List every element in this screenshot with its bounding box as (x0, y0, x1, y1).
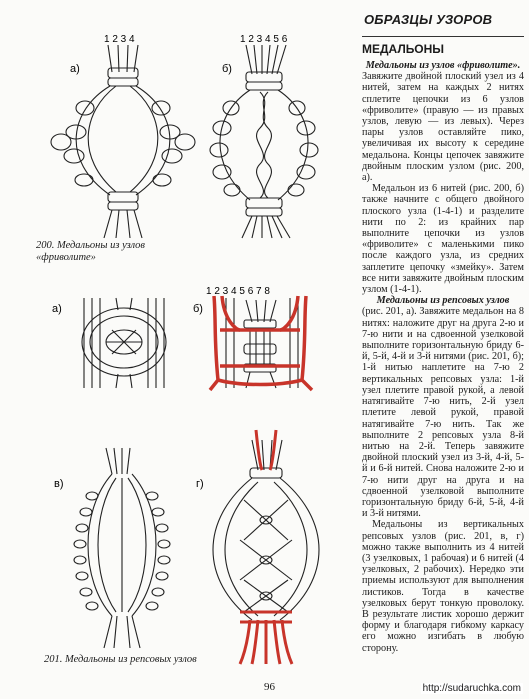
page-number: 96 (264, 681, 275, 693)
fig200a-numbers: 1 2 3 4 (104, 34, 135, 45)
fig201g-drawing (213, 440, 319, 620)
section-heading: МЕДАЛЬОНЫ (362, 42, 444, 56)
paragraph-3: (рис. 201, а). Завяжите медальон на 8 нитях: наложите друг на друга 2-ю и 7-ю нити и на сдвоенной узелковой выполните горизонтальную бриду 6-й, 5-й, 4-й и 3-й нитями (рис. 201, б); 1-й нитью наплетите на 7-ю 2 вертикальных репсовых узла: 1-й узел плетите правой рукой, а левой натягивайте 7-ю нить, 2-й узел плетите левой рукой, правой натягивайте 7-ю нить. Так же выполните 2 репсовых узла 8-й нитью на 2-й. Теперь завяжите двойной плоский узел из 3-й, 4-й, 5-й и 6-й нитей. Снова наложите 2-ю и 7-ю нити друг на друга и на сдвоенной узелковой выполните горизонтальную бриду 6-й, 5-й, 4-й и 3-й нитями. (362, 306, 524, 520)
fig201b-red-cords (210, 296, 312, 390)
title-rule (362, 36, 524, 37)
fig201v-label: в) (54, 478, 64, 490)
paragraph-1: Завяжите двойной плоский узел из 4 нитей, затем на каждых 2 нитях сплетите цепочки из 6 узлов «фриволите» (правую — из правых узлов, левую — из левых). Через пары узлов оставляйте пико, увеличивая их высоту к середине медальона. Концы цепочек завяжите двойным плоским узлом (рис. 200, а). (362, 71, 524, 184)
p1-lead: Медальоны из узлов «фриволите». (365, 60, 521, 71)
watermark: http://sudaruchka.com (422, 683, 521, 694)
fig201b-drawing (226, 298, 298, 388)
subheading-2: Медальоны из репсовых узлов (376, 295, 510, 307)
fig201-caption: 201. Медальоны из репсовых узлов (44, 654, 197, 665)
fig201g-label: г) (196, 478, 204, 490)
body-text (362, 60, 524, 654)
paragraph-2: Медальон из 6 нитей (рис. 200, б) также начните с общего двойного плоского узла (1-4-1) и разделите нити по 2: из крайних пар выполните цепочки из узлов «фриволите» с маленькими пико после каждого узла, из средних заплетите цепочку «змейку». Затем все нити завяжите двойным плоским узлом (1-4-1). (362, 183, 524, 296)
fig200-caption: 200. Медальоны из узлов «фриволите» (36, 240, 145, 263)
fig200a-label: а) (70, 63, 80, 75)
fig200b-numbers: 1 2 3 4 5 6 (240, 34, 288, 45)
fig201a-label: а) (52, 303, 62, 315)
fig201a-drawing (82, 298, 166, 388)
fig201v-drawing (74, 448, 170, 648)
fig201g-red-cords (240, 430, 292, 664)
paragraph-4: Медальоны из вертикальных репсовых узлов (рис. 201, в, г) можно также выполнить из 4 нитей (3 узелковых, 1 рабочая) и 6 нитей (4 узелковых, 2 рабочих). Нередко эти приемы используют для выполнения листиков. Тогда в качестве узелковых берут тонкую проволоку. В результате листик хорошо держит форму и благодаря гибкому каркасу его можно изгибать в любую сторону. (362, 519, 524, 654)
fig201b-label: б) (193, 303, 203, 315)
fig201b-numbers: 1 2 3 4 5 6 7 8 (206, 286, 270, 297)
page-title: ОБРАЗЦЫ УЗОРОВ (364, 12, 493, 27)
fig200b-label: б) (222, 63, 232, 75)
